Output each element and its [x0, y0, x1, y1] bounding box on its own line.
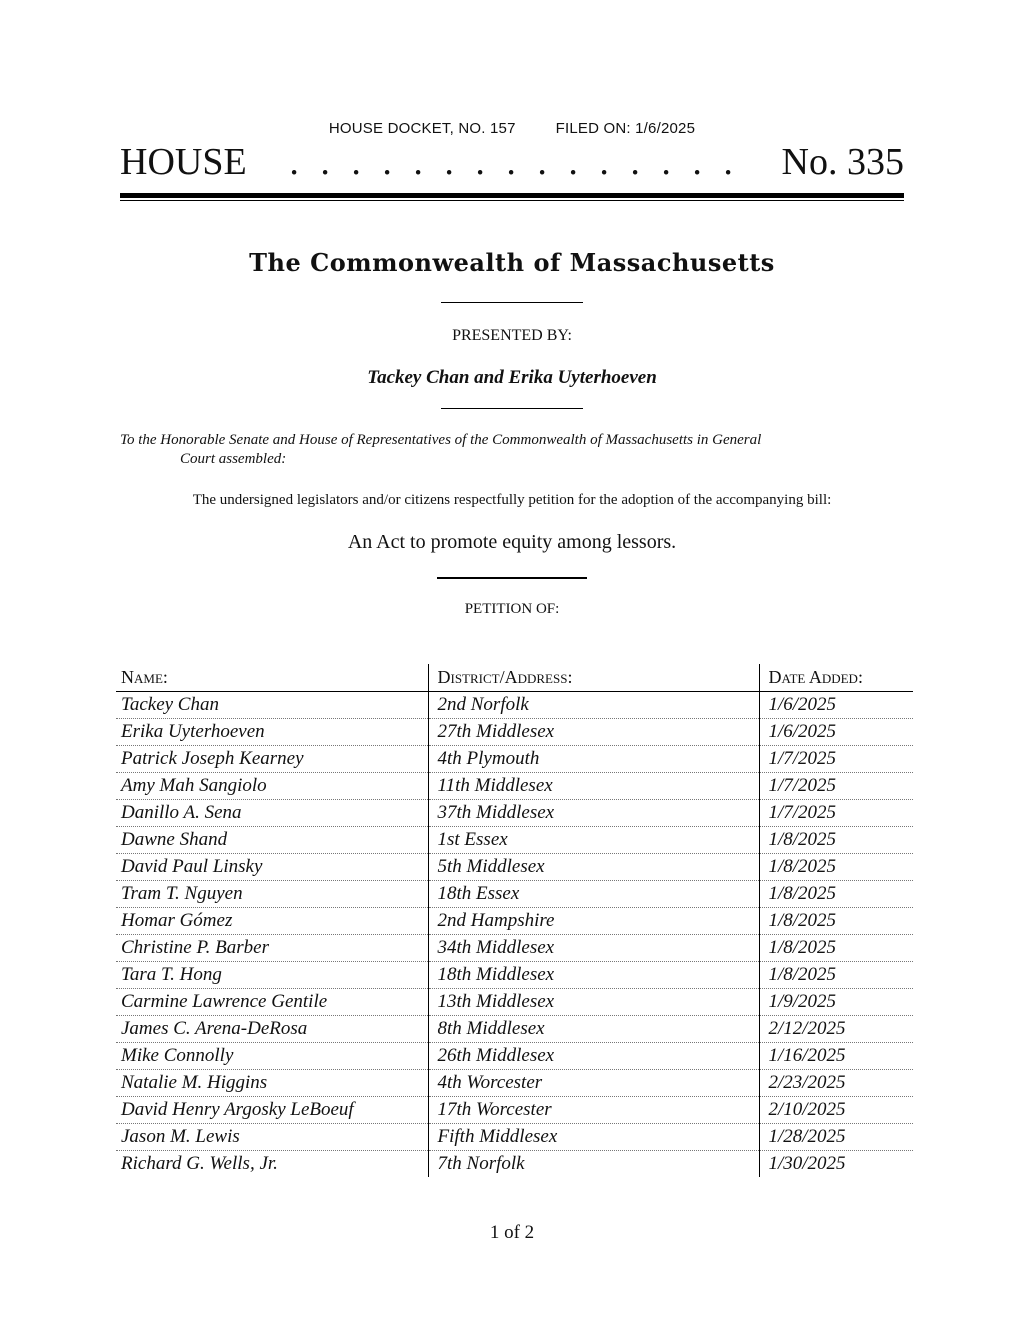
petition-text: The undersigned legislators and/or citizens respectfully petition for the adoption of the accompanying bill: [192, 492, 832, 508]
cell-name: Natalie M. Higgins [116, 1070, 428, 1097]
table-row [116, 962, 913, 989]
cell-name: Tram T. Nguyen [116, 881, 428, 908]
divider-rule [441, 302, 583, 303]
header-rule-thin [120, 200, 904, 201]
docket-header [0, 120, 1024, 137]
sponsors: Tackey Chan and Erika Uyterhoeven [367, 367, 657, 388]
address-line-1: To the Honorable Senate and House of Representatives of the Commonwealth of Massachusetts in General [120, 432, 762, 448]
table-row [116, 989, 913, 1016]
commonwealth-title: The Commonwealth of Massachusetts [249, 248, 775, 277]
cell-date-added: 1/8/2025 [759, 854, 913, 881]
cell-district: 18th Middlesex [428, 962, 759, 989]
cell-district: 11th Middlesex [428, 773, 759, 800]
table-row [116, 746, 913, 773]
column-header-date: Date Added: [759, 664, 913, 692]
leader-dots: . . . . . . . . . . . . . . . [289, 141, 739, 183]
cell-date-added: 1/8/2025 [759, 881, 913, 908]
cell-district: 26th Middlesex [428, 1043, 759, 1070]
cell-date-added: 1/6/2025 [759, 719, 913, 746]
presented-by-label: PRESENTED BY: [452, 327, 572, 344]
cell-name: Richard G. Wells, Jr. [121, 1153, 278, 1174]
cell-district: 4th Worcester [428, 1070, 759, 1097]
table-row [116, 881, 913, 908]
cell-district: 4th Plymouth [428, 746, 759, 773]
docket-number: HOUSE DOCKET, NO. 157 [328, 120, 516, 137]
table-row [116, 1097, 913, 1124]
column-header-name: Name: [116, 664, 428, 692]
cell-date-added: 1/7/2025 [759, 773, 913, 800]
cell-name: Mike Connolly [116, 1043, 428, 1070]
cell-date-added: 1/8/2025 [759, 935, 913, 962]
cell-date-added: 1/7/2025 [759, 800, 913, 827]
cell-district: 34th Middlesex [428, 935, 759, 962]
cell-district: 17th Worcester [428, 1097, 759, 1124]
act-rule [437, 577, 587, 579]
page-number: 1 of 2 [489, 1222, 535, 1243]
cell-date-added: 1/30/2025 [759, 1151, 913, 1178]
table-row [116, 773, 913, 800]
cell-district: 18th Essex [428, 881, 759, 908]
cell-district: 1st Essex [428, 827, 759, 854]
address-block [120, 431, 880, 469]
cell-district: 27th Middlesex [428, 719, 759, 746]
table-row [116, 719, 913, 746]
cell-date-added: 1/8/2025 [759, 962, 913, 989]
table-row [116, 1124, 913, 1151]
table-row [116, 1043, 913, 1070]
table-row [116, 1151, 913, 1178]
cell-name: Erika Uyterhoeven [116, 719, 428, 746]
cell-district: 7th Norfolk [428, 1151, 759, 1178]
chamber-label: HOUSE [120, 141, 247, 183]
cell-name: David Paul Linsky [116, 854, 428, 881]
address-line-2: Court assembled: [180, 451, 287, 467]
petitioners-table [116, 664, 913, 1177]
cell-district: 2nd Hampshire [428, 908, 759, 935]
cell-district: 37th Middlesex [428, 800, 759, 827]
cell-date-added: 1/28/2025 [759, 1124, 913, 1151]
cell-date-added: 1/8/2025 [759, 908, 913, 935]
cell-name: James C. Arena-DeRosa [116, 1016, 428, 1043]
cell-name: Amy Mah Sangiolo [116, 773, 428, 800]
cell-district: 5th Middlesex [428, 854, 759, 881]
table-row [116, 800, 913, 827]
column-header-district: District/Address: [428, 664, 759, 692]
table-header-row [116, 664, 913, 692]
cell-name: Danillo A. Sena [116, 800, 428, 827]
table-row [116, 908, 913, 935]
cell-district: 13th Middlesex [428, 989, 759, 1016]
cell-name: David Henry Argosky LeBoeuf [116, 1097, 428, 1124]
cell-date-added: 1/16/2025 [759, 1043, 913, 1070]
cell-name: Patrick Joseph Kearney [116, 746, 428, 773]
cell-date-added: 2/12/2025 [759, 1016, 913, 1043]
table-row [116, 692, 913, 719]
act-title: An Act to promote equity among lessors. [347, 531, 677, 553]
bill-number: No. 335 [781, 141, 904, 183]
cell-date-added: 1/7/2025 [759, 746, 913, 773]
header-rule-thick [120, 193, 904, 198]
bill-title-line [120, 140, 904, 190]
table-row [116, 854, 913, 881]
cell-name: Dawne Shand [116, 827, 428, 854]
cell-name: Jason M. Lewis [116, 1124, 428, 1151]
table-row [116, 827, 913, 854]
petition-of-label: PETITION OF: [464, 601, 560, 617]
cell-date-added: 2/23/2025 [759, 1070, 913, 1097]
cell-district: 2nd Norfolk [428, 692, 759, 719]
cell-name: Tara T. Hong [116, 962, 428, 989]
cell-name: Homar Gómez [116, 908, 428, 935]
table-row [116, 1016, 913, 1043]
filed-date: FILED ON: 1/6/2025 [555, 120, 696, 137]
cell-district: Fifth Middlesex [428, 1124, 759, 1151]
cell-name: Carmine Lawrence Gentile [116, 989, 428, 1016]
cell-date-added: 1/8/2025 [759, 827, 913, 854]
table-row [116, 1070, 913, 1097]
divider-rule [441, 408, 583, 409]
cell-date-added: 1/9/2025 [759, 989, 913, 1016]
cell-name: Christine P. Barber [116, 935, 428, 962]
cell-date-added: 1/6/2025 [759, 692, 913, 719]
cell-date-added: 2/10/2025 [759, 1097, 913, 1124]
cell-district: 8th Middlesex [428, 1016, 759, 1043]
table-row [116, 935, 913, 962]
cell-name: Tackey Chan [116, 692, 428, 719]
